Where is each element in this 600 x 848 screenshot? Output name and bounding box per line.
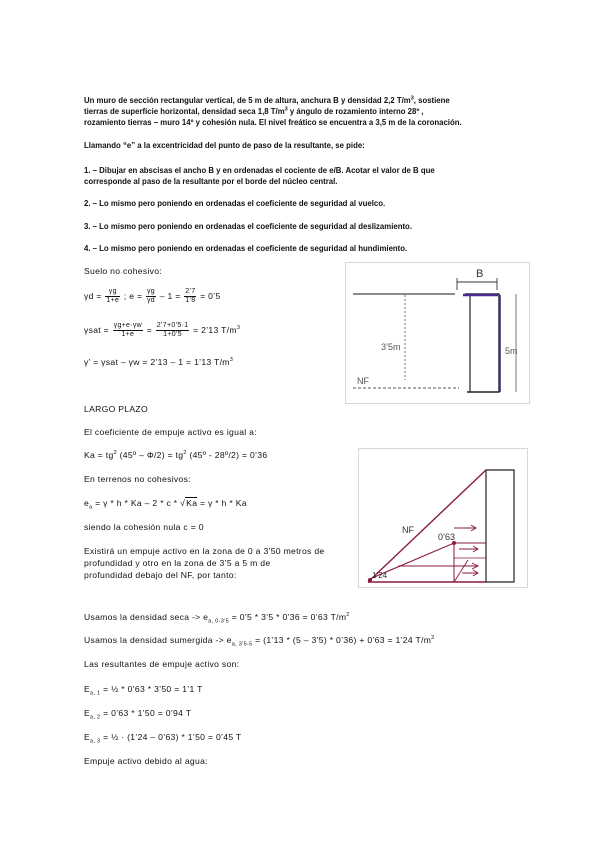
- wall-sketch-frame: [346, 263, 530, 404]
- exist-line-3: profundidad debajo del NF, por tanto:: [84, 570, 237, 580]
- question-2: 2. – Lo mismo pero poniendo en ordenadas el coeficiente de seguridad al vuelco.: [84, 199, 386, 208]
- agua-heading: Empuje activo debido al agua:: [84, 756, 208, 766]
- label-35m: 3’5m: [381, 342, 401, 352]
- wall-sketch: [345, 262, 530, 404]
- formula-seca: Usamos la densidad $\sec a -> e_{a, 0-3’5}$ = 0’5 * 3’5 * 0’36 = 0’63 $T/m^2$: [84, 612, 350, 625]
- cohesion-text: siendo la cohesión nula c = 0: [84, 522, 204, 532]
- pressure-sketch: [358, 448, 528, 588]
- resultantes-text: Las resultantes de empuje activo son:: [84, 659, 240, 669]
- exist-line-1: Existirá un empuje activo en la zona de 0 a 3’50 metros de: [84, 546, 325, 556]
- statement-line-2: tierras de superficie horizontal, densidad seca 1,8 $T/m^3$ y ángulo de rozamiento interno 28º ,: [84, 106, 424, 116]
- statement-question-intro: Llamando “e” a la excentricidad del punto de paso de la resultante, se pide:: [84, 141, 365, 150]
- formula-gprime: γ’ = γsat – γw = 2’13 – 1 = 1’13 $T/m^3$: [84, 357, 234, 367]
- formula-E3: $E_{a, 3}$ = ½ · (1’24 – 0’63) * 1’50 = 0’45 T: [84, 732, 242, 745]
- label-NF-2: NF: [402, 525, 414, 535]
- label-B: B: [476, 268, 484, 280]
- formula-gsat: γsat = $\frac{\gamma g+e\cdot\gamma w}{1+e}$ = $\frac{2’7+0’5\cdot 1}{1+0’5}$ = 2’13 $T/m^3$: [84, 322, 241, 338]
- statement-line-3: rozamiento tierras – muro 14º y cohesión nula. El nivel freático se encuentra a 3,5 m de la coronación.: [84, 118, 462, 127]
- terrenos-text: En terrenos no cohesivos:: [84, 474, 191, 484]
- formula-E2: $E_{a, 2}$ = 0’63 * 1’50 = 0’94 T: [84, 708, 192, 721]
- label-063: 0’63: [438, 532, 456, 542]
- exist-line-2: profundidad y otro en la zona de 3’5 a 5 m de: [84, 558, 271, 568]
- formula-gd-e: γd = $\frac{\gamma g}{1+e}$ ; e = $\frac{\gamma g}{\gamma d}$ – 1 = $\frac{2’7}{1’8}$ = 0’5: [84, 288, 221, 304]
- largo-plazo-heading: LARGO PLAZO: [84, 404, 148, 414]
- question-1-line-2: corresponde al paso de la resultante por el borde del núcleo central.: [84, 177, 338, 186]
- suelo-heading: Suelo no cohesivo:: [84, 266, 163, 276]
- label-124: 1’24: [372, 571, 388, 580]
- formula-ea: $e_a = \gamma * h * Ka - 2 * c * √Ka = \gamma * h * Ka$: [84, 498, 247, 511]
- question-4: 4. – Lo mismo pero poniendo en ordenadas el coeficiente de seguridad al hundimiento.: [84, 244, 408, 253]
- formula-ka: $Ka = tg^2$ (45º – $\Phi/2) = tg^2$ (45º - 28º/2) = 0’36: [84, 450, 268, 460]
- formula-sumergida: Usamos la densidad sumergida -> $e_{a, 3’5-5}$ = (1’13 * (5 – 3’5) * 0’36) + 0’63 = 1’24 $T/m^2$: [84, 635, 435, 648]
- label-5m: 5m: [505, 346, 518, 356]
- question-3: 3. – Lo mismo pero poniendo en ordenadas el coeficiente de seguridad al deslizamiento.: [84, 222, 412, 231]
- coef-intro: El coeficiente de empuje activo es igual a:: [84, 427, 257, 437]
- statement-line-1: Un muro de sección rectangular vertical, de 5 m de altura, anchura B y densidad 2,2 $T/m^3$, sostiene: [84, 95, 450, 105]
- label-NF: NF: [357, 376, 369, 386]
- question-1-line-1: 1. – Dibujar en abscisas el ancho B y en ordenadas el cociente de e/B. Acotar el valor de B que: [84, 166, 435, 175]
- formula-E1: $E_{a, 1}$ = ½ * 0’63 * 3’50 = 1’1 T: [84, 684, 203, 697]
